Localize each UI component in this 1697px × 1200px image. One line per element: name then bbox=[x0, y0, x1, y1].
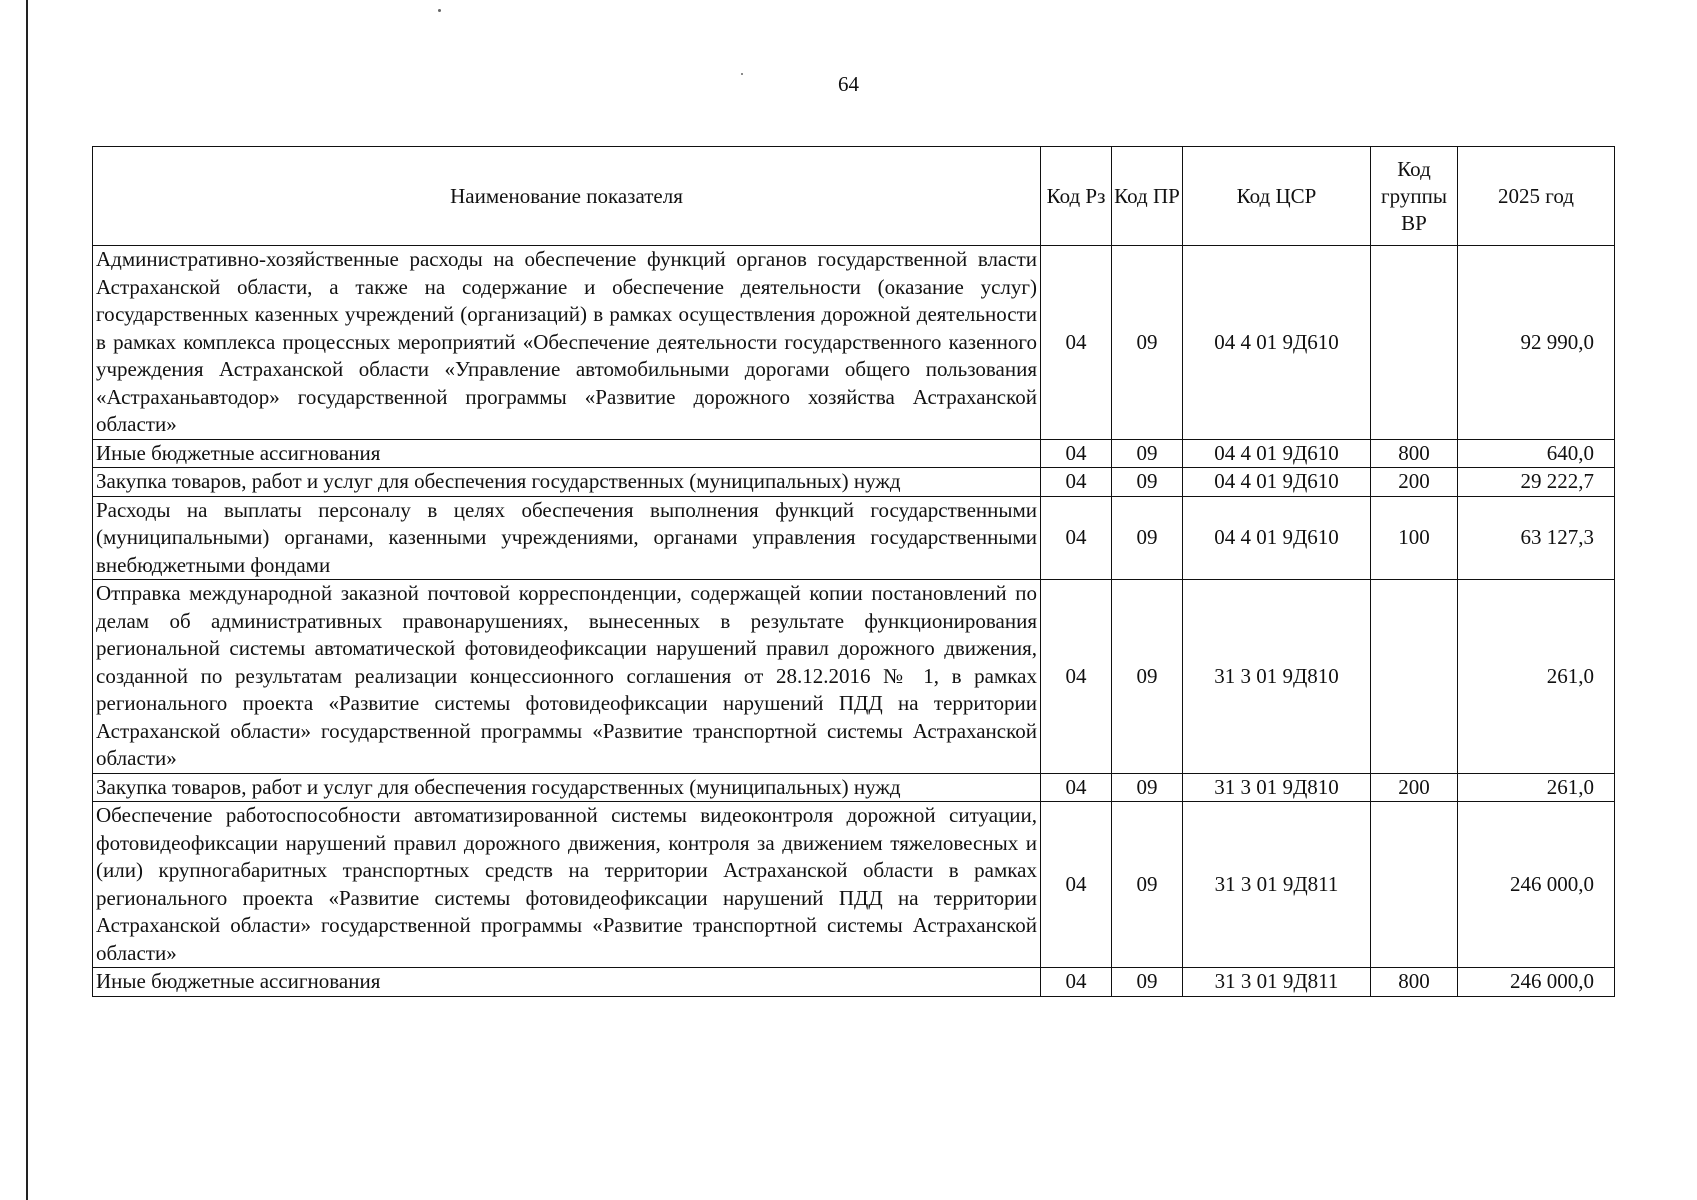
row-pr: 09 bbox=[1112, 439, 1183, 468]
row-amount: 261,0 bbox=[1458, 773, 1615, 802]
scan-edge-line bbox=[26, 0, 28, 1200]
row-vr: 100 bbox=[1371, 496, 1458, 580]
row-name: Иные бюджетные ассигнования bbox=[93, 968, 1041, 997]
row-amount: 29 222,7 bbox=[1458, 468, 1615, 497]
row-csr: 04 4 01 9Д610 bbox=[1183, 468, 1371, 497]
row-name: Закупка товаров, работ и услуг для обеспечения государственных (муниципальных) нужд bbox=[93, 468, 1041, 497]
row-name: Административно-хозяйственные расходы на обеспечение функций органов государственной власти Астраханской области, а также на содержание и обеспечение деятельности (оказание услуг) государственных казенных учреждений (организаций) в рамках осуществления дорожной деятельности в рамках комплекса процессных мероприятий «Обеспечение деятельности государственного казенного учреждения Астраханской области «Управление автомобильными дорогами общего пользования «Астраханьавтодор» государственной программы «Развитие дорожного хозяйства Астраханской области» bbox=[93, 246, 1041, 440]
table-row bbox=[93, 246, 1615, 440]
row-pr: 09 bbox=[1112, 580, 1183, 774]
row-rz: 04 bbox=[1041, 773, 1112, 802]
table-row bbox=[93, 802, 1615, 968]
row-vr: 800 bbox=[1371, 968, 1458, 997]
row-vr bbox=[1371, 246, 1458, 440]
table-row bbox=[93, 580, 1615, 774]
header-name: Наименование показателя bbox=[93, 147, 1041, 246]
row-rz: 04 bbox=[1041, 496, 1112, 580]
row-rz: 04 bbox=[1041, 439, 1112, 468]
header-pr: Код ПР bbox=[1112, 147, 1183, 246]
header-rz: Код Рз bbox=[1041, 147, 1112, 246]
row-csr: 31 3 01 9Д811 bbox=[1183, 968, 1371, 997]
row-amount: 640,0 bbox=[1458, 439, 1615, 468]
page-number bbox=[0, 72, 1697, 97]
table-row bbox=[93, 468, 1615, 497]
table-row bbox=[93, 968, 1615, 997]
table-header-row bbox=[93, 147, 1615, 246]
row-rz: 04 bbox=[1041, 802, 1112, 968]
row-rz: 04 bbox=[1041, 468, 1112, 497]
row-csr: 31 3 01 9Д810 bbox=[1183, 773, 1371, 802]
header-vr: Код группы ВР bbox=[1371, 147, 1458, 246]
row-rz: 04 bbox=[1041, 580, 1112, 774]
scan-speck bbox=[438, 9, 441, 12]
row-csr: 04 4 01 9Д610 bbox=[1183, 246, 1371, 440]
row-pr: 09 bbox=[1112, 246, 1183, 440]
row-vr bbox=[1371, 802, 1458, 968]
row-csr: 31 3 01 9Д810 bbox=[1183, 580, 1371, 774]
row-vr: 200 bbox=[1371, 773, 1458, 802]
row-amount: 63 127,3 bbox=[1458, 496, 1615, 580]
header-year: 2025 год bbox=[1458, 147, 1615, 246]
row-name: Расходы на выплаты персоналу в целях обеспечения выполнения функций государственными (муниципальными) органами, казенными учреждениями, органами управления государственными внебюджетными фондами bbox=[93, 496, 1041, 580]
table-row bbox=[93, 773, 1615, 802]
row-name: Отправка международной заказной почтовой корреспонденции, содержащей копии постановлений по делам об административных правонарушениях, вынесенных в результате функционирования региональной системы автоматической фотовидеофиксации нарушений правил дорожного движения, созданной по результатам реализации концессионного соглашения от 28.12.2016 № 1, в рамках регионального проекта «Развитие системы фотовидеофиксации нарушений ПДД на территории Астраханской области» государственной программы «Развитие транспортной системы Астраханской области» bbox=[93, 580, 1041, 774]
header-csr: Код ЦСР bbox=[1183, 147, 1371, 246]
row-amount: 92 990,0 bbox=[1458, 246, 1615, 440]
row-pr: 09 bbox=[1112, 496, 1183, 580]
row-csr: 04 4 01 9Д610 bbox=[1183, 439, 1371, 468]
row-rz: 04 bbox=[1041, 968, 1112, 997]
row-pr: 09 bbox=[1112, 773, 1183, 802]
row-amount: 246 000,0 bbox=[1458, 968, 1615, 997]
row-name: Обеспечение работоспособности автоматизированной системы видеоконтроля дорожной ситуации, фотовидеофиксации нарушений правил дорожного движения, контроля за движением тяжеловесных и (или) крупногабаритных транспортных средств на территории Астраханской области в рамках регионального проекта «Развитие системы фотовидеофиксации нарушений ПДД на территории Астраханской области» государственной программы «Развитие транспортной системы Астраханской области» bbox=[93, 802, 1041, 968]
page-number-text: 64 bbox=[838, 72, 859, 96]
table-row bbox=[93, 439, 1615, 468]
row-vr bbox=[1371, 580, 1458, 774]
table-row bbox=[93, 496, 1615, 580]
row-name: Иные бюджетные ассигнования bbox=[93, 439, 1041, 468]
row-pr: 09 bbox=[1112, 968, 1183, 997]
row-vr: 800 bbox=[1371, 439, 1458, 468]
row-pr: 09 bbox=[1112, 802, 1183, 968]
row-rz: 04 bbox=[1041, 246, 1112, 440]
row-vr: 200 bbox=[1371, 468, 1458, 497]
row-pr: 09 bbox=[1112, 468, 1183, 497]
budget-table bbox=[92, 146, 1615, 997]
row-name: Закупка товаров, работ и услуг для обеспечения государственных (муниципальных) нужд bbox=[93, 773, 1041, 802]
row-csr: 04 4 01 9Д610 bbox=[1183, 496, 1371, 580]
row-csr: 31 3 01 9Д811 bbox=[1183, 802, 1371, 968]
row-amount: 261,0 bbox=[1458, 580, 1615, 774]
row-amount: 246 000,0 bbox=[1458, 802, 1615, 968]
